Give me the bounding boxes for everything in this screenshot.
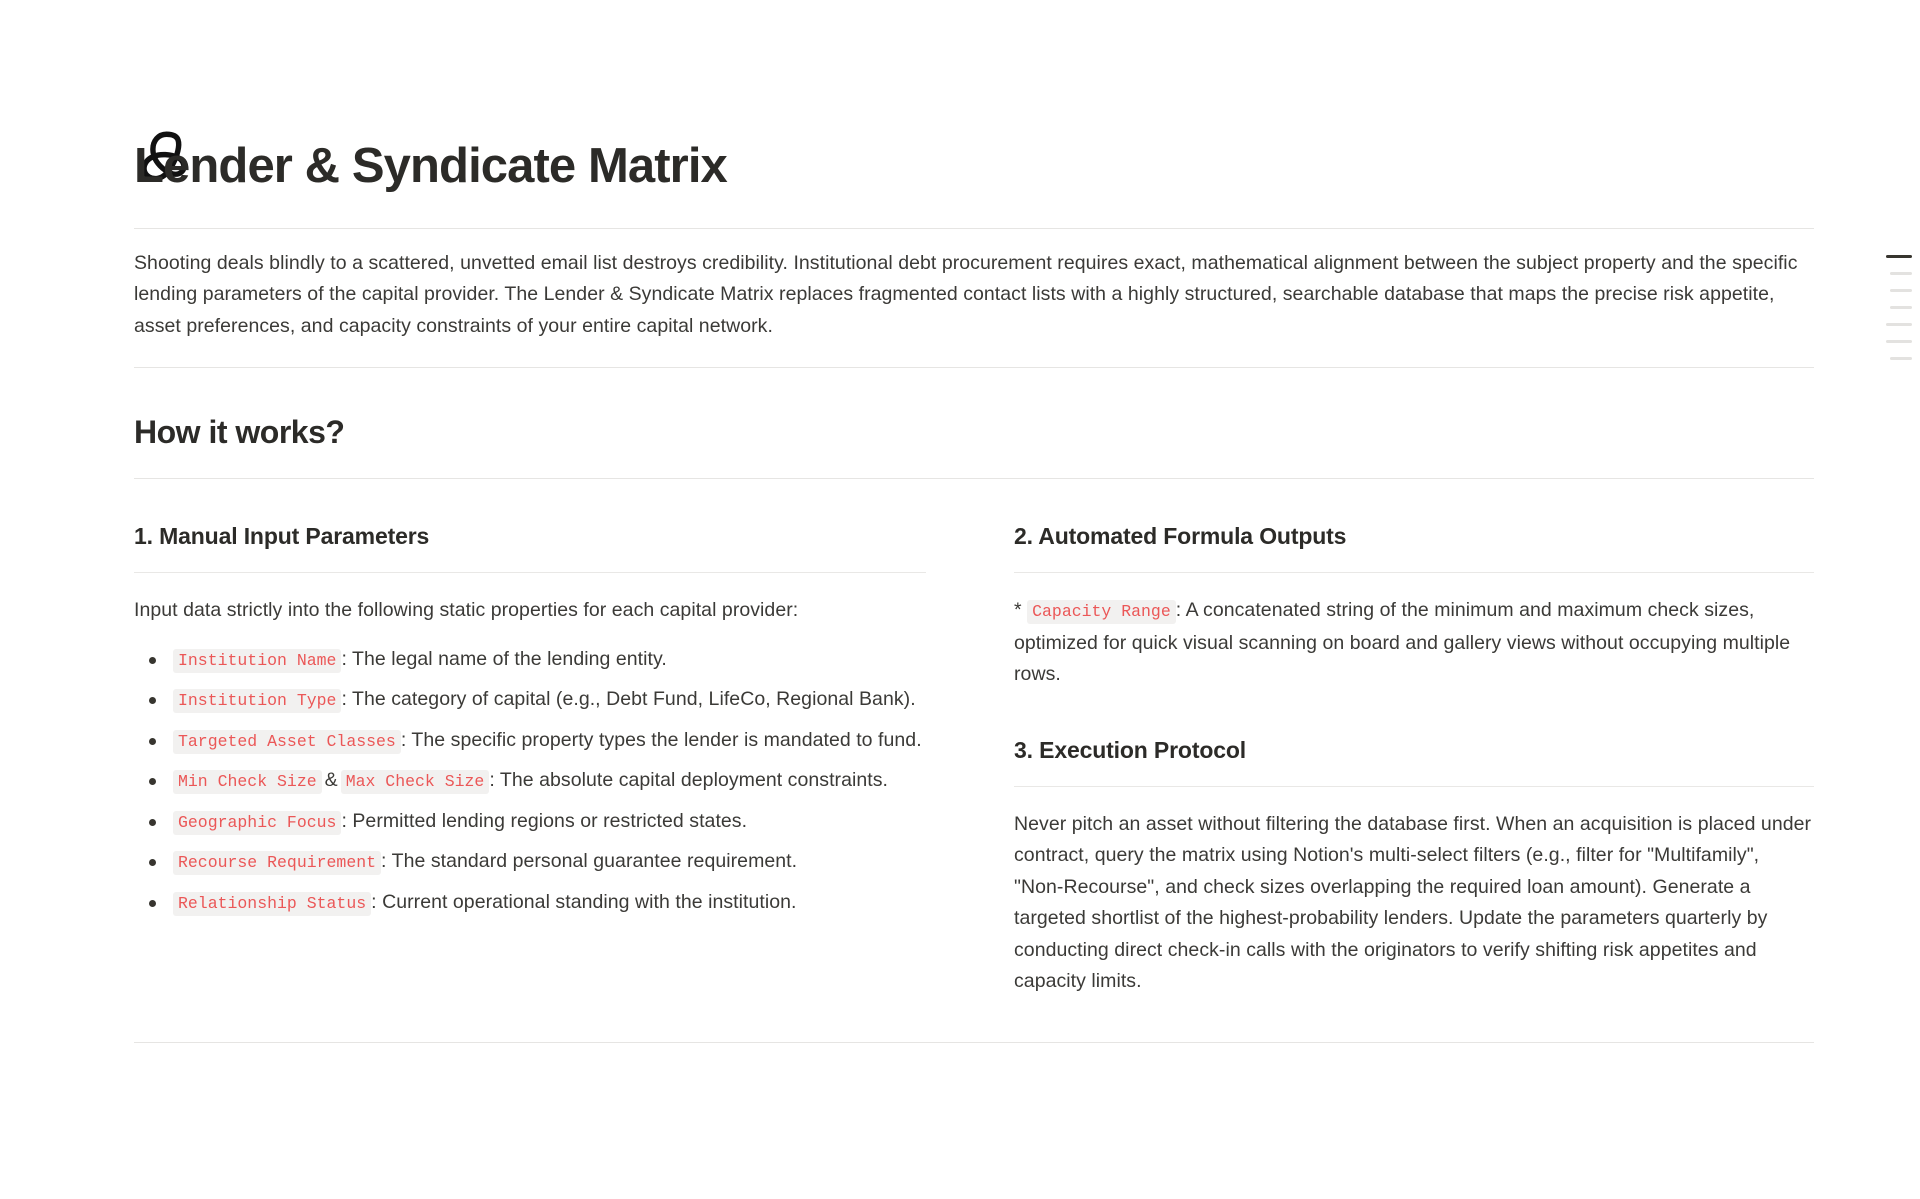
chip-joiner: & <box>324 769 338 792</box>
formula-outputs-heading: 2. Automated Formula Outputs <box>1014 523 1347 550</box>
formula-outputs-paragraph <box>1014 573 1814 691</box>
property-chip: Min Check Size <box>173 770 322 794</box>
outline-item[interactable] <box>1890 272 1912 275</box>
list-item-text: : The specific property types the lender is mandated to fund. <box>400 728 922 751</box>
column-manual-input <box>134 523 934 998</box>
manual-input-heading: 1. Manual Input Parameters <box>134 523 430 550</box>
outline-item[interactable] <box>1890 289 1912 292</box>
how-it-works-heading: How it works? <box>134 414 345 451</box>
manual-input-parameter-list <box>134 627 934 920</box>
execution-protocol-heading: 3. Execution Protocol <box>1014 736 1247 763</box>
list-item <box>134 846 934 879</box>
bullet-marker: * <box>1014 599 1022 622</box>
list-item <box>134 765 934 798</box>
property-chip: Recourse Requirement <box>173 851 381 875</box>
property-chip: Targeted Asset Classes <box>173 730 401 754</box>
list-item-text: : The category of capital (e.g., Debt Fund, LifeCo, Regional Bank). <box>341 688 916 711</box>
list-item <box>134 725 934 758</box>
property-chip: Max Check Size <box>341 770 490 794</box>
divider-bottom <box>134 1042 1814 1043</box>
property-chip: Institution Type <box>173 689 341 713</box>
list-item <box>134 806 934 839</box>
list-item-text: : The legal name of the lending entity. <box>341 647 667 670</box>
outline-item[interactable] <box>1890 357 1912 360</box>
property-chip: Relationship Status <box>173 892 371 916</box>
column-outputs-and-protocol <box>1014 523 1814 998</box>
outline-item[interactable] <box>1886 340 1912 343</box>
property-chip: Capacity Range <box>1027 600 1176 624</box>
list-item <box>134 644 934 677</box>
intro-paragraph: Shooting deals blindly to a scattered, unvetted email list destroys credibility. Institutional debt procurement requires exact, mathematical alignment between the subject property and the specific lending parameters of the capital provider. The Lender & Syndicate Matrix replaces fragmented contact lists with a highly structured, searchable database that maps the precise risk appetite, asset preferences, and capacity constraints of your entire capital network. <box>134 251 1798 337</box>
outline-item[interactable] <box>1886 323 1912 326</box>
two-column-layout <box>134 479 1816 998</box>
document-outline-minimap[interactable] <box>1860 255 1920 360</box>
document-content <box>134 0 1816 1043</box>
outline-item[interactable] <box>1886 255 1912 258</box>
property-chip: Geographic Focus <box>173 811 341 835</box>
manual-input-lead: Input data strictly into the following static properties for each capital provider: <box>134 599 799 622</box>
list-item-text: : The standard personal guarantee requirement. <box>381 850 798 873</box>
formula-outputs-text: : A concatenated string of the minimum and maximum check sizes, optimized for quick visual scanning on board and gallery views without occupying multiple rows. <box>1014 599 1791 686</box>
execution-protocol-paragraph: Never pitch an asset without filtering the database first. When an acquisition is placed under contract, query the matrix using Notion's multi-select filters (e.g., filter for "Multifamily", "Non-Recourse", and check sizes overlapping the required loan amount). Generate a targeted shortlist of the highest-probability lenders. Update the parameters quarterly by conducting direct check-in calls with the originators to verify shifting risk appetites and capacity limits. <box>1014 812 1812 993</box>
outline-item[interactable] <box>1890 306 1912 309</box>
brand-logo <box>134 0 1816 126</box>
list-item-text: : The absolute capital deployment constraints. <box>489 769 888 792</box>
list-item <box>134 887 934 920</box>
list-item-text: : Current operational standing with the institution. <box>371 890 797 913</box>
property-chip: Institution Name <box>173 649 341 673</box>
list-item-text: : Permitted lending regions or restricted states. <box>341 809 748 832</box>
list-item <box>134 684 934 717</box>
page-title: Lender & Syndicate Matrix <box>134 139 727 193</box>
